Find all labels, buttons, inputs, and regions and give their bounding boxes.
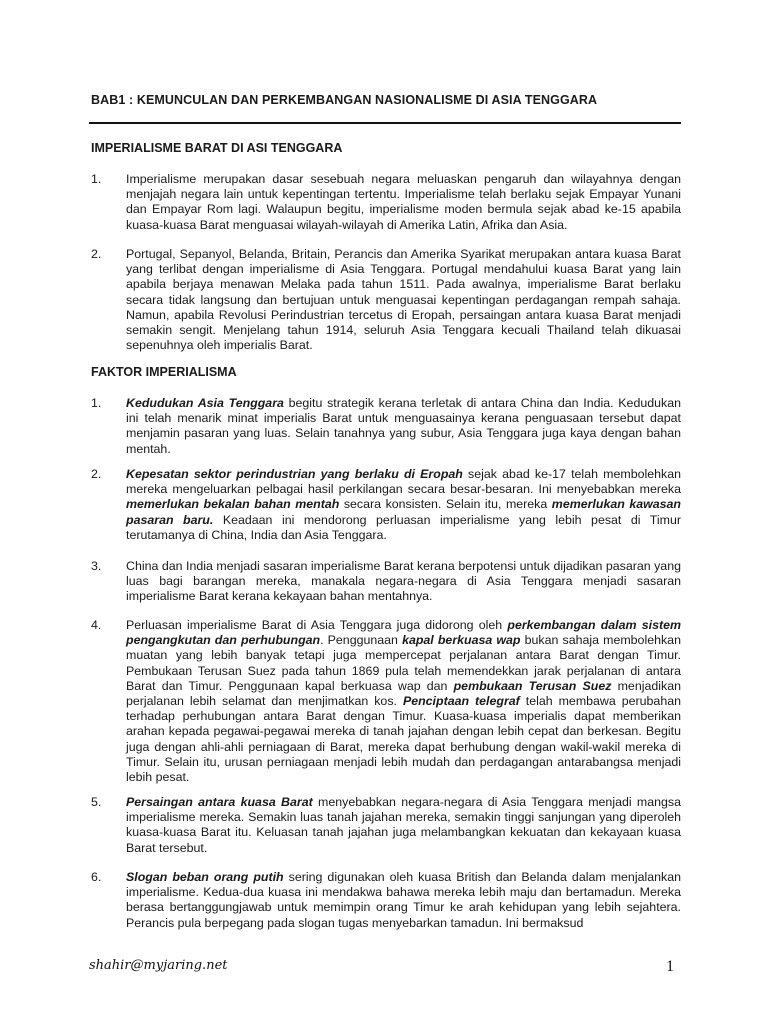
item-text: Imperialisme merupakan dasar sesebuah negara meluaskan pengaruh dan wilayahnya dengan menjajah negara lain untuk kepentingan tertentu. Imperialisme telah berlaku sejak Empayar Yunani dan Empayar Rom lagi. Walaupun begitu, imperialisme moden bermula sejak abad ke-15 apabila kuasa-kuasa Barat menguasai wilayah-wilayah di Amerika Latin, Afrika dan Asia. bbox=[126, 172, 681, 232]
title-divider bbox=[89, 122, 681, 124]
footer-email: shahir@myjaring.net bbox=[89, 958, 228, 973]
item-text: Kedudukan Asia Tenggara begitu strategik kerana terletak di antara China dan India. Kedudukan ini telah menarik minat imperialis Barat untuk menguasainya kerana penguasaan tersebut dapat menjamin pasaran yang luas. Selain tanahnya yang subur, Asia Tenggara juga kaya dengan bahan mentah. bbox=[126, 396, 681, 456]
emphasis-text: Kedudukan Asia Tenggara bbox=[126, 396, 284, 410]
item-text: China dan India menjadi sasaran imperialisme Barat kerana berpotensi untuk dijadikan pasaran yang luas bagi barangan mereka, manakala negara-negara di Asia Tenggara menjadi sasaran imperialisme Barat kerana kekayaan bahan mentahnya. bbox=[126, 559, 681, 604]
item-number: 6. bbox=[91, 870, 102, 884]
emphasis-text: Kepesatan sektor perindustrian yang berlaku di Eropah bbox=[126, 467, 463, 481]
emphasis-text: memerlukan kawasan pasaran baru. bbox=[126, 497, 681, 527]
item-number: 5. bbox=[91, 795, 102, 809]
item-text: Perluasan imperialisme Barat di Asia Tenggara juga didorong oleh perkembangan dalam sistem pengangkutan dan perhubungan. Penggunaan kapal berkuasa wap bukan sahaja membolehkan muatan yang lebih banyak tetapi juga mempercepat perjalanan antara Barat dengan Timur. Pembukaan Terusan Suez pada tahun 1869 pula telah memendekkan jarak perjalanan di antara Barat dan Timur. Penggunaan kapal berkuasa wap dan pembukaan Terusan Suez menjadikan perjalanan lebih selamat dan menjimatkan kos. Penciptaan telegraf telah membawa perubahan terhadap perhubungan antara Barat dengan Timur. Kuasa-kuasa imperialis dapat memberikan arahan kepada pegawai-pegawai mereka di tanah jajahan dengan lebih cepat dan berkesan. Begitu juga dengan ahli-ahli perniagaan di Barat, mereka dapat berhubung dengan wakil-wakil mereka di Timur. Selain itu, urusan perniagaan menjadi lebih mudah dan perdagangan antarabangsa menjadi lebih pesat. bbox=[126, 618, 681, 785]
item-number: 2. bbox=[91, 467, 102, 481]
section-heading-imperialisme: IMPERIALISME BARAT DI ASI TENGGARA bbox=[91, 141, 343, 155]
emphasis-text: kapal berkuasa wap bbox=[402, 633, 521, 648]
item-text: Portugal, Sepanyol, Belanda, Britain, Perancis dan Amerika Syarikat merupakan antara kuasa Barat yang terlibat dengan imperialisme di Asia Tenggara. Portugal mendahului kuasa Barat yang lain apabila berjaya menawan Melaka pada tahun 1511. Pada awalnya, imperialisme Barat berlaku secara tidak langsung dan bertujuan untuk menguasai kepentingan perdagangan rempah sahaja. Namun, apabila Revolusi Perindustrian tercetus di Eropah, persaingan antara kuasa Barat menjadi semakin sengit. Menjelang tahun 1914, seluruh Asia Tenggara kecuali Thailand telah dikuasai sepenuhnya oleh imperialis Barat. bbox=[126, 247, 681, 353]
emphasis-text: Penciptaan telegraf bbox=[402, 694, 520, 709]
emphasis-text: pembukaan Terusan Suez bbox=[453, 678, 612, 693]
item-text: Slogan beban orang putih sering digunakan oleh kuasa British dan Belanda dalam menjalankan imperialisme. Kedua-dua kuasa ini mendakwa bahawa mereka lebih maju dan bertamadun. Mereka berasa bertanggungjawab untuk memimpin orang Timur ke arah kehidupan yang lebih sejahtera. Perancis pula berpegang pada slogan tugas menyebarkan tamadun. Ini bermaksud bbox=[126, 870, 681, 930]
item-text: Kepesatan sektor perindustrian yang berlaku di Eropah sejak abad ke-17 telah membolehkan mereka mengeluarkan pelbagai hasil perkilangan secara besar-besaran. Ini menyebabkan mereka memerlukan bekalan bahan mentah secara konsisten. Selain itu, mereka memerlukan kawasan pasaran baru. Keadaan ini mendorong perluasan imperialisme yang lebih pesat di Timur terutamanya di China, India dan Asia Tenggara. bbox=[126, 467, 681, 542]
item-number: 3. bbox=[91, 559, 102, 573]
section-heading-faktor: FAKTOR IMPERIALISMA bbox=[91, 365, 237, 379]
item-number: 4. bbox=[91, 618, 102, 632]
item-number: 1. bbox=[91, 396, 102, 410]
document-title: BAB1 : KEMUNCULAN DAN PERKEMBANGAN NASIONALISME DI ASIA TENGGARA bbox=[91, 93, 598, 107]
item-number: 1. bbox=[91, 172, 102, 186]
emphasis-text: perkembangan dalam sistem pengangkutan dan perhubungan bbox=[126, 618, 681, 648]
emphasis-text: Persaingan antara kuasa Barat bbox=[126, 795, 313, 809]
item-text: Persaingan antara kuasa Barat menyebabkan negara-negara di Asia Tenggara menjadi mangsa imperialisme mereka. Semakin luas tanah jajahan mereka, semakin tinggi sanjungan yang diperoleh kuasa-kuasa Barat itu. Keluasan tanah jajahan juga melambangkan kekuatan dan kekayaan kuasa Barat tersebut. bbox=[126, 795, 681, 855]
item-number: 2. bbox=[91, 247, 102, 261]
emphasis-text: memerlukan bekalan bahan mentah bbox=[126, 497, 340, 512]
page-number: 1 bbox=[666, 958, 674, 975]
emphasis-text: Slogan beban orang putih bbox=[126, 870, 284, 884]
